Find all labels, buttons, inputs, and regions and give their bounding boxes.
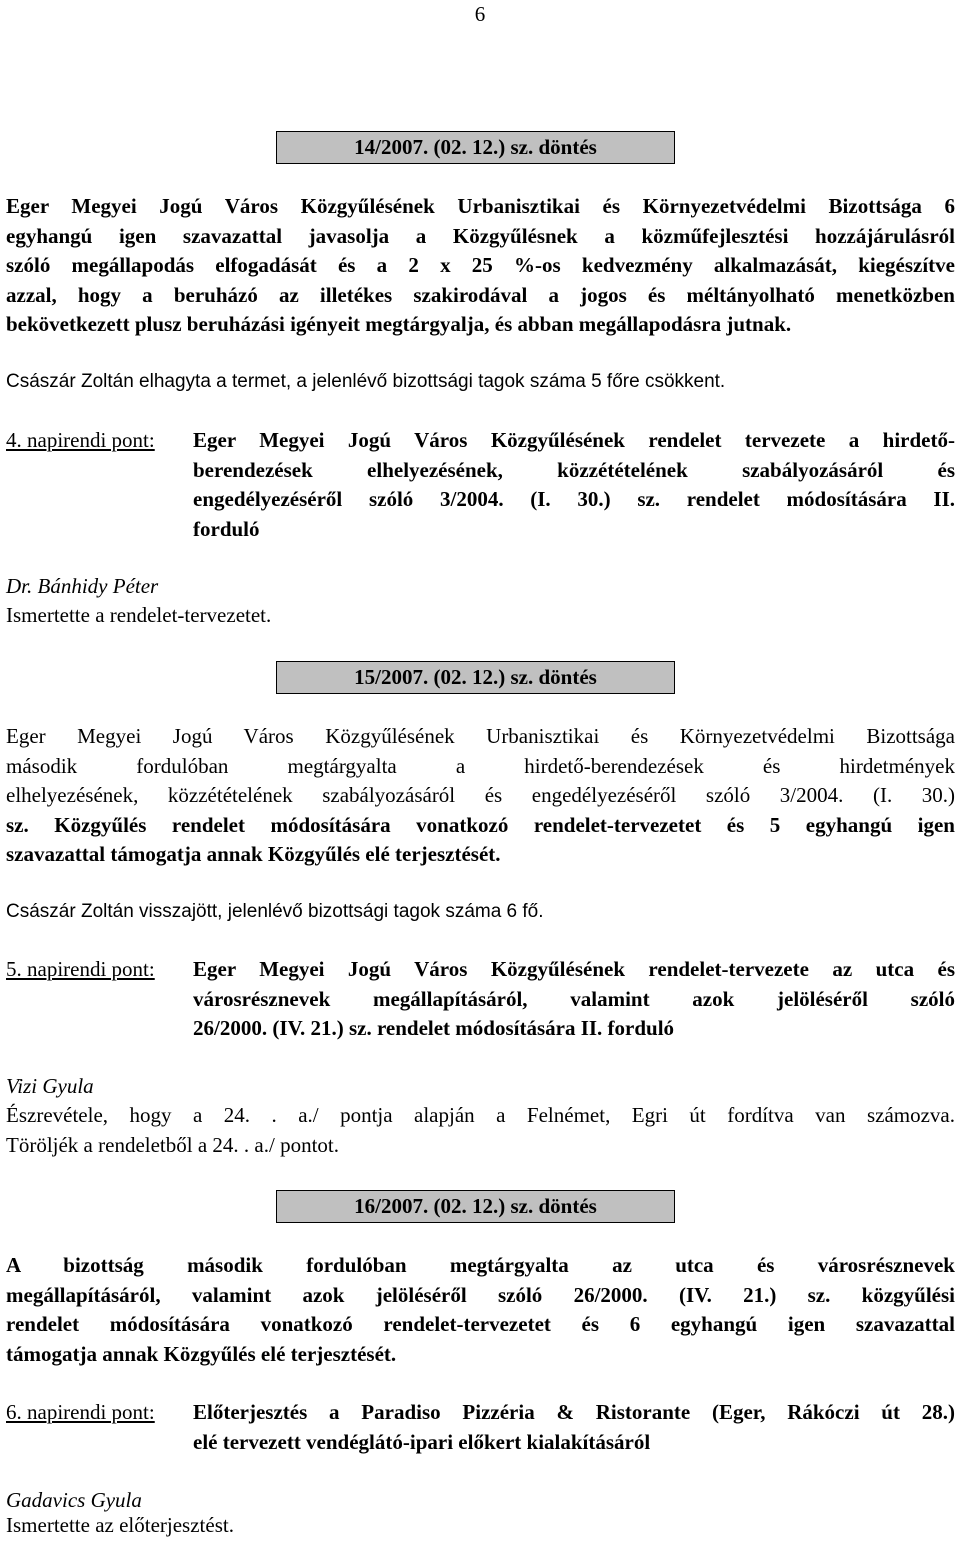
text-line: berendezések elhelyezésének, közzétételének szabályozásáról és [193, 457, 955, 482]
text-line: megállapításáról, valamint azok jelöléséről szóló 26/2000. (IV. 21.) sz. közgyűlési [6, 1282, 955, 1307]
speaker-name: Dr. Bánhidy Péter [6, 574, 159, 598]
text-line: Észrevétele, hogy a 24. . a./ pontja alapján a Felnémet, Egri út fordítva van számozva. [6, 1103, 955, 1127]
text-line: rendelet módosítására vonatkozó rendelet-tervezetet és 6 egyhangú igen szavazattal [6, 1312, 955, 1336]
text-line: Előterjesztés a Paradiso Pizzéria & Ristorante (Eger, Rákóczi út 28.) [193, 1400, 955, 1424]
text-line: elhelyezésének, közzétételének szabályozásáról és engedélyezéséről szóló 3/2004. (I. 30.) [6, 783, 955, 807]
text-line: Töröljék a rendeletből a 24. . a./ pontot. [6, 1132, 339, 1157]
text-line: támogatja annak Közgyűlés elé terjesztését. [6, 1341, 397, 1366]
agenda-item-5-label: 5. napirendi pont: [6, 957, 155, 981]
text-line: második fordulóban megtárgyalta a hirdető-berendezések és hirdetmények [6, 753, 955, 778]
decision-14-heading: 14/2007. (02. 12.) sz. döntés [276, 131, 675, 164]
agenda-item-5-title [193, 955, 955, 1044]
agenda-item-6-label: 6. napirendi pont: [6, 1400, 155, 1424]
agenda-item-4-label: 4. napirendi pont: [6, 428, 155, 452]
text-line: Eger Megyei Jogú Város Közgyűlésének rendelet-tervezete az utca és [193, 957, 955, 981]
text-line: forduló [193, 516, 260, 541]
text-line: A bizottság második fordulóban megtárgyalta az utca és városrésznevek [6, 1253, 955, 1277]
decision-14-text [6, 192, 955, 340]
text-line: azzal, hogy a beruházó az illetékes szakirodával a jogos és méltányolható menetközben [6, 282, 955, 307]
text-line: szavazattal támogatja annak Közgyűlés elé terjesztését. [6, 842, 501, 866]
speaker-name: Vizi Gyula [6, 1074, 94, 1098]
agenda-item-4-title [193, 426, 955, 544]
speaker-statement [6, 1101, 955, 1160]
agenda-item-6-title [193, 1398, 955, 1457]
text-line: Eger Megyei Jogú Város Közgyűlésének rendelet tervezete a hirdető- [193, 428, 955, 452]
page-number: 6 [474, 2, 486, 26]
speaker-statement: Ismertette az előterjesztést. [6, 1513, 234, 1537]
attendance-note: Császár Zoltán elhagyta a termet, a jelenlévő bizottsági tagok száma 5 főre csökkent. [6, 371, 726, 392]
text-line: bekövetkezett plusz beruházási igényeit megtárgyalja, és abban megállapodásra jutnak. [6, 312, 792, 336]
text-line: 26/2000. (IV. 21.) sz. rendelet módosítására II. forduló [193, 1016, 675, 1040]
text-line: városrésznevek megállapításáról, valamint azok jelöléséről szóló [193, 986, 955, 1011]
decision-15-heading: 15/2007. (02. 12.) sz. döntés [276, 661, 675, 694]
attendance-note: Császár Zoltán visszajött, jelenlévő bizottsági tagok száma 6 fő. [6, 901, 544, 922]
text-line: Eger Megyei Jogú Város Közgyűlésének Urbanisztikai és Környezetvédelmi Bizottsága 6 [6, 194, 955, 218]
decision-16-heading: 16/2007. (02. 12.) sz. döntés [276, 1190, 675, 1223]
decision-16-text [6, 1251, 955, 1369]
text-line: Eger Megyei Jogú Város Közgyűlésének Urbanisztikai és Környezetvédelmi Bizottsága [6, 724, 955, 748]
text-line: egyhangú igen szavazattal javasolja a Közgyűlésnek a közműfejlesztési hozzájárulásról [6, 223, 955, 248]
text-line: elé tervezett vendéglátó-ipari előkert kialakításáról [193, 1429, 651, 1454]
decision-15-text [6, 722, 955, 870]
speaker-name: Gadavics Gyula [6, 1488, 142, 1512]
text-line: szóló megállapodás elfogadását és a 2 x 25 %-os kedvezmény alkalmazását, kiegészítve [6, 253, 955, 277]
speaker-statement: Ismertette a rendelet-tervezetet. [6, 603, 272, 627]
text-line: sz. Közgyűlés rendelet módosítására vonatkozó rendelet-tervezetet és 5 egyhangú igen [6, 812, 955, 837]
text-line: engedélyezéséről szóló 3/2004. (I. 30.) sz. rendelet módosítására II. [193, 487, 955, 511]
